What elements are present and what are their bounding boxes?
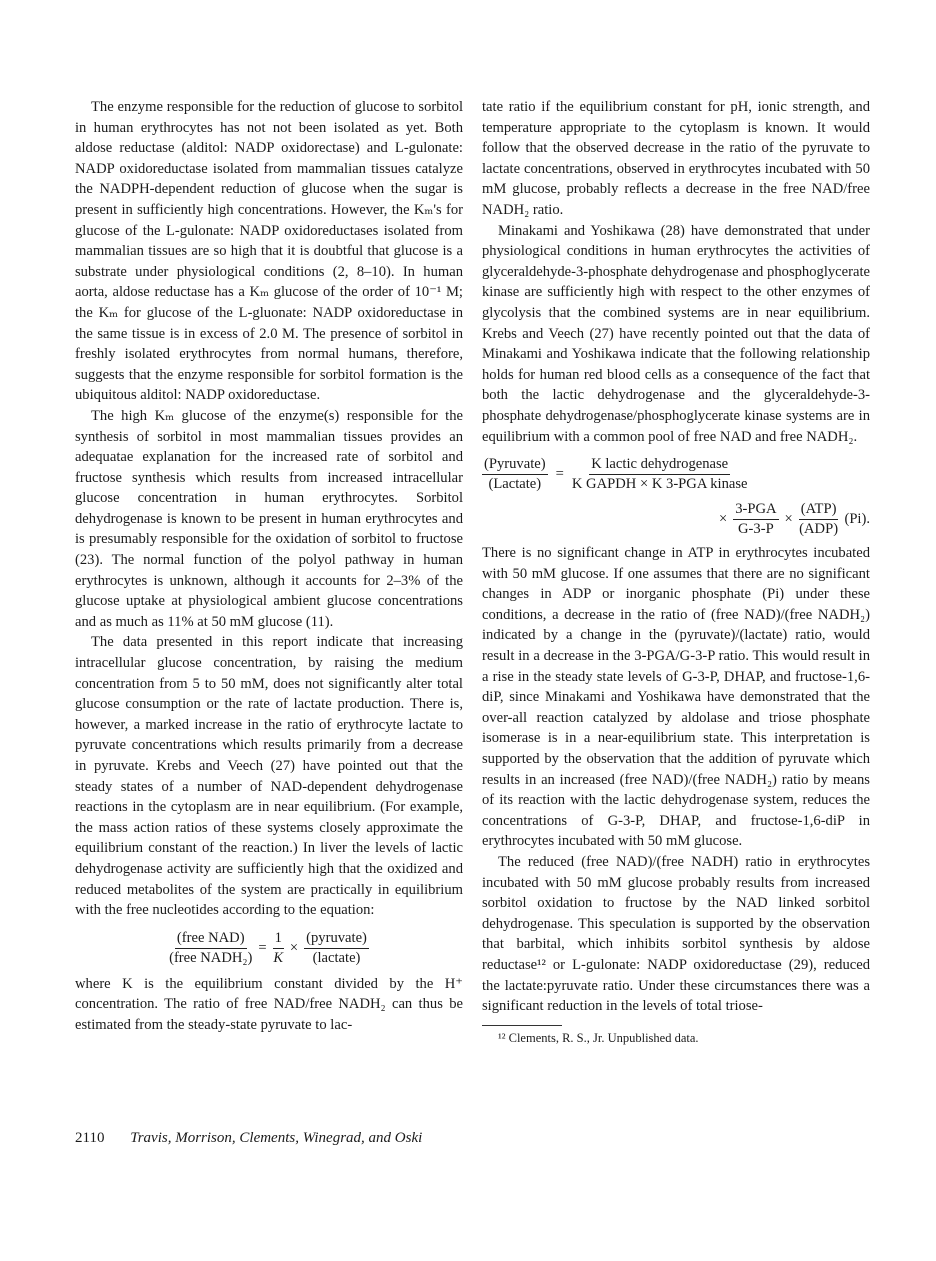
numerator: (free NAD) [175,929,247,949]
fraction [733,500,778,539]
fraction [799,500,839,539]
fraction [572,455,748,494]
paragraph: The enzyme responsible for the reduction of glucose to sorbitol in human erythrocytes has not not been isolated as yet. Both aldose reductase (alditol: NADP oxidorectase) and L-gulonate: NADP oxidoreductase isolated from mammalian tissues catalyze the NADPH-dependent reduction of glucose when the sugar is present in sufficiently high concentrations. However, the Kₘ's for glucose of the L-gulonate: NADP oxidoreductases isolated from mammalian tissues are so high that it is doubtful that glucose is a substrate under physiological conditions (2, 8–10). In human aorta, aldose reductase has a Kₘ glucose of the order of 10⁻¹ M; the Kₘ for glucose of the L-gluonate: NADP oxidoreductase in the same tissue is in excess of 2.0 M. The presence of sorbitol in freshly isolated erythrocytes from normal humans, therefore, suggests that the enzyme responsible for sorbitol formation is the ubiquitous alditol: NADP oxidoreductase. [75,99,463,404]
running-authors: Travis, Morrison, Clements, Winegrad, and Oski [130,1130,423,1146]
paragraph: There is no significant change in ATP in erythrocytes incubated with 50 mM glucose. If one assumes that there are no significant changes in ADP or inorganic phosphate (Pi) under these conditions, a decrease in the ratio of (free NAD)/(free NADH₂) indicated by a change in the (pyruvate)/(lactate) ratio, would result in a decrease in the 3-PGA/G-3-P ratio. This would result in a rise in the steady state levels of G-3-P, DHAP, and fructose-1,6-diP, since Minakami and Yoshikawa have demonstrated that the over-all reaction catalyzed by aldolase and triose phosphate isomerase is in a near-equilibrium state. This interpretation is supported by the observation that the addition of pyruvate which results in an increased (free NAD)/(free NADH₂) ratio by means of its reaction with the lactic dehydrogenase system, reduces the concentrations of G-3-P, DHAP, and fructose-1,6-diP in erythrocytes incubated with 50 mM glucose. [482,545,870,850]
numerator: (ATP) [799,500,839,520]
paragraph: The high Kₘ glucose of the enzyme(s) responsible for the synthesis of sorbitol in most mammalian tissues provides an adequatae explanation for the increased rate of sorbitol and fructose synthesis which results from increased intracellular glucose concentration in human erythrocytes. Sorbitol dehydrogenase is known to be present in human erythrocytes and is presumably responsible for the oxidation of sorbitol to fructose (23). The normal function of the polyol pathway in human erythrocytes is unknown, although it accounts for 2–3% of the glucose uptake at physiological ambient glucose concentrations and as much as 11% at 50 mM glucose (11). [75,407,463,630]
left-column [75,97,463,1036]
footnote-rule [482,1025,562,1026]
fraction [482,455,548,494]
denominator: (ADP) [799,521,839,538]
page-footer [75,1130,422,1147]
denominator: K [273,949,284,966]
fraction [304,929,369,968]
denominator: (free NADH₂) [169,949,253,966]
pyruvate-lactate-equation [482,455,870,539]
page-number: 2110 [75,1130,105,1146]
denominator: G-3-P [738,521,774,538]
paragraph: tate ratio if the equilibrium constant for pH, ionic strength, and temperature appropriate to the cytoplasm is known. It would follow that the observed decrease in the ratio of the pyruvate to lactate concentrations, observed in erythrocytes incubated with 50 mM glucose, probably reflects a decrease in the free NAD/free NADH₂ ratio. [482,99,870,218]
times-sign: × [289,939,299,956]
nad-ratio-equation [75,929,463,968]
equation-tail: (Pi). [844,511,870,528]
numerator: (pyruvate) [304,929,369,949]
fraction [169,929,252,968]
equals-sign: = [555,466,564,483]
paragraph: where K is the equilibrium constant divided by the H⁺ concentration. The ratio of free NAD/free NADH₂ can thus be estimated from the steady-state pyruvate to lac- [75,975,463,1033]
times-sign: × [784,511,793,528]
denominator: (lactate) [312,949,361,966]
right-column [482,97,870,1046]
equals-sign: = [258,939,267,956]
numerator: 1 [273,929,284,949]
fraction [273,929,284,968]
numerator: K lactic dehydrogenase [589,455,730,475]
times-sign: × [718,511,728,528]
denominator: (Lactate) [488,476,542,493]
paragraph: The data presented in this report indicate that increasing intracellular glucose concentration, by raising the medium concentration from 5 to 50 mM, does not significantly alter total glucose consumption or the rate of lactate production. There is, however, a marked increase in the ratio of erythrocyte lactate to pyruvate concentrations which results primarily from a decrease in pyruvate. Krebs and Veech (27) have pointed out that the steady states of a number of NAD-dependent dehydrogenase reactions in the cytoplasm are in near equilibrium. (For example, the mass action ratios of these systems closely approximate the equilibrium constant of the reaction.) In liver the levels of lactic dehydrogenase activity are sufficiently high that the oxidized and reduced metabolites of the system are practically in equilibrium with the free nucleotides according to the equation: [75,634,463,919]
paragraph: Minakami and Yoshikawa (28) have demonstrated that under physiological conditions in human erythrocytes the activities of glyceraldehyde-3-phosphate dehydrogenase and phosphoglycerate kinase are sufficiently high with respect to the other enzymes of glycolysis that the combined systems are in near equilibrium. Krebs and Veech (27) have recently pointed out that the data of Minakami and Yoshikawa indicate that the following relationship holds for human red blood cells as a consequence of the fact that both the lactic dehydrogenase and the glyceraldehyde-3-phosphate dehydrogenase/phosphoglycerate kinase systems are in equilibrium with a common pool of free NAD and free NADH₂. [482,222,870,445]
denominator: K GAPDH × K 3-PGA kinase [571,476,748,493]
numerator: 3-PGA [733,500,778,520]
numerator: (Pyruvate) [482,455,548,475]
paragraph: The reduced (free NAD)/(free NADH) ratio in erythrocytes incubated with 50 mM glucose probably results from increased sorbitol oxidation to fructose by the NAD linked sorbitol dehydrogenase. This speculation is supported by the observation that barbital, which inhibits sorbitol synthesis by aldose reductase¹² or L-gulonate: NADP oxidoreductase (29), reduced the lactate:pyruvate ratio. Under these circumstances there was a significant reduction in the levels of total triose- [482,854,870,1015]
footnote: ¹² Clements, R. S., Jr. Unpublished data. [498,1030,699,1045]
